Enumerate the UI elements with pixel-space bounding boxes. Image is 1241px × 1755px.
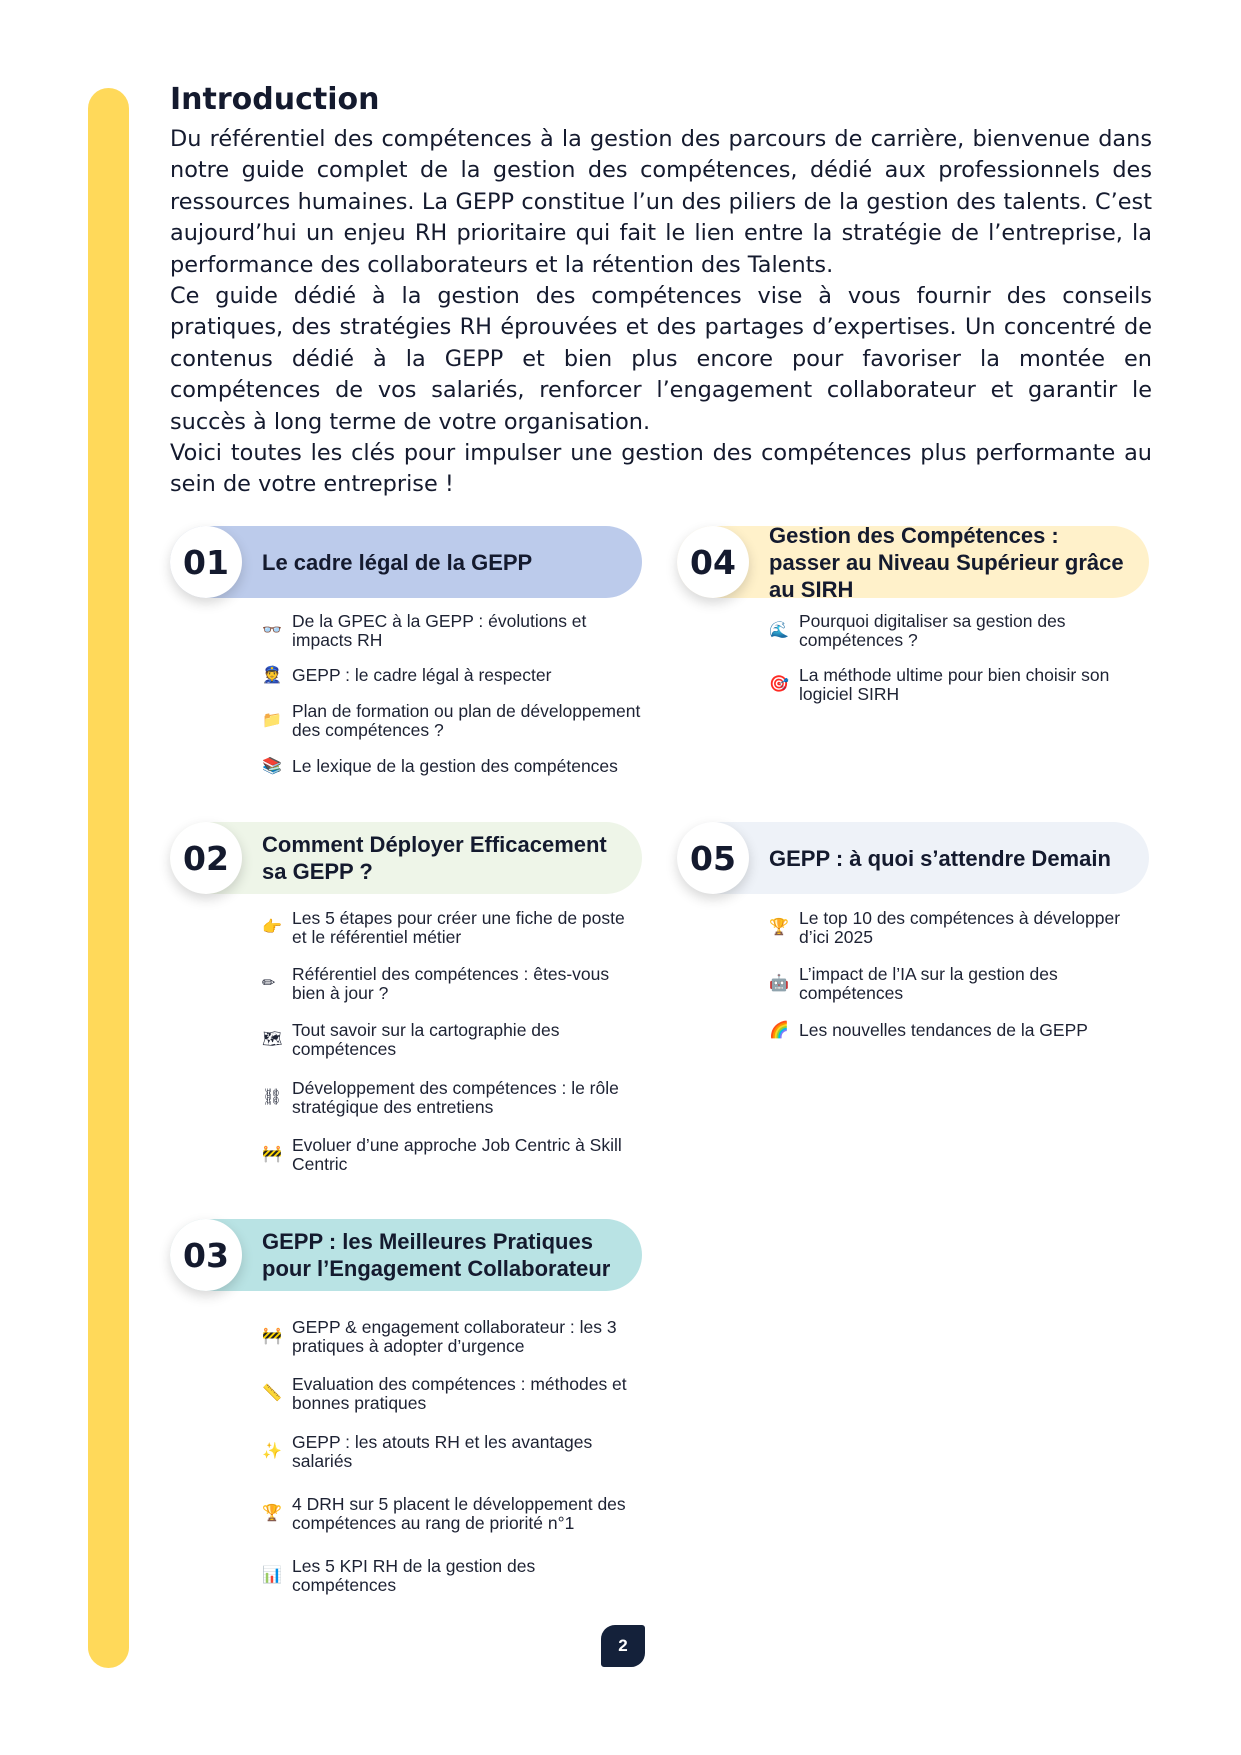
list-item-label: GEPP : le cadre légal à respecter — [292, 664, 552, 685]
list-item[interactable] — [262, 909, 642, 947]
list-item-label: Référentiel des compétences : êtes-vous bien à jour ? — [292, 963, 610, 1003]
list-item-label: Le top 10 des compétences à développer d’ici 2025 — [799, 907, 1121, 947]
list-item-label: GEPP & engagement collaborateur : les 3 pratiques à adopter d’urgence — [292, 1316, 617, 1356]
list-item[interactable] — [262, 1375, 642, 1413]
list-item-label: De la GPEC à la GEPP : évolutions et impacts RH — [292, 610, 587, 650]
trophy-icon: 🏆 — [262, 1505, 282, 1522]
section-header — [170, 526, 642, 598]
target-icon: 🎯 — [769, 676, 789, 693]
pen-icon: ✏ — [262, 975, 276, 992]
section-title: Le cadre légal de la GEPP — [262, 549, 533, 575]
wave-icon: 🌊 — [769, 622, 789, 639]
intro-paragraph: Du référentiel des compétences à la gestion des parcours de carrière, bienvenue dans notre guide complet de la gestion des compétences, dédié aux professionnels des ressources humaines. La GEPP constitue l’un des piliers de la gestion des talents. C’est aujourd’hui un enjeu RH prioritaire qui fait le lien entre la stratégie de l’entreprise, la performance des collaborateurs et la rétention des Talents. — [170, 126, 1152, 278]
section-items — [769, 612, 1149, 704]
list-item-label: L’impact de l’IA sur la gestion des compétences — [799, 963, 1058, 1003]
intro-paragraph: Ce guide dédié à la gestion des compétences vise à vous fournir des conseils pratiques, des stratégies RH éprouvées et des partages d’expertises. Un concentré de contenus dédié à la GEPP et bien plus encore pour favoriser la montée en compétences de vos salariés, renforcer l’engagement collaborateur et garantir le succès à long terme de votre organisation. — [170, 283, 1152, 435]
chain-icon: ⛓ — [262, 1089, 283, 1106]
section-header — [677, 822, 1149, 894]
ruler-icon: 📏 — [262, 1385, 282, 1402]
list-item-label: Evaluation des compétences : méthodes et bonnes pratiques — [292, 1373, 627, 1413]
list-item[interactable] — [262, 1079, 642, 1117]
list-item[interactable] — [262, 702, 642, 740]
section-05 — [677, 822, 1149, 1040]
list-item-label: Les 5 KPI RH de la gestion des compétences — [292, 1555, 536, 1595]
section-items — [262, 909, 642, 1174]
section-number: 01 — [170, 526, 242, 598]
rainbow-icon: 🌈 — [769, 1021, 789, 1039]
list-item-label: Plan de formation ou plan de développement des compétences ? — [292, 700, 641, 740]
section-items — [262, 1318, 642, 1595]
list-item[interactable] — [769, 965, 1149, 1003]
construction-icon: 🚧 — [262, 1328, 282, 1345]
glasses-icon: 👓 — [262, 622, 282, 639]
list-item[interactable] — [262, 965, 642, 1003]
police-officer-icon: 👮 — [262, 666, 282, 684]
construction-icon: 🚧 — [262, 1146, 282, 1163]
list-item-label: La méthode ultime pour bien choisir son logiciel SIRH — [799, 664, 1110, 704]
list-item-label: Les nouvelles tendances de la GEPP — [799, 1019, 1088, 1040]
list-item-label: Développement des compétences : le rôle stratégique des entretiens — [292, 1077, 619, 1117]
section-header — [170, 1219, 642, 1291]
list-item-label: Pourquoi digitaliser sa gestion des compétences ? — [799, 610, 1066, 650]
page-number-badge: 2 — [601, 1625, 645, 1667]
list-item[interactable] — [262, 1318, 642, 1356]
section-number: 04 — [677, 526, 749, 598]
section-02 — [170, 822, 642, 1174]
section-number: 05 — [677, 822, 749, 894]
books-icon: 📚 — [262, 757, 282, 775]
list-item[interactable] — [262, 1557, 642, 1595]
list-item[interactable] — [262, 757, 642, 776]
list-item[interactable] — [769, 666, 1149, 704]
list-item[interactable] — [769, 1021, 1149, 1040]
list-item[interactable] — [262, 666, 642, 685]
section-title: Gestion des Compétences : passer au Niveau Supérieur grâce au SIRH — [769, 522, 1124, 602]
section-number: 03 — [170, 1219, 242, 1291]
section-header — [677, 522, 1149, 602]
section-header — [170, 822, 642, 894]
section-title: GEPP : les Meilleures Pratiques pour l’Engagement Collaborateur — [262, 1229, 611, 1281]
list-item[interactable] — [262, 1021, 642, 1059]
section-title: Comment Déployer Efficacement sa GEPP ? — [262, 832, 607, 884]
section-03 — [170, 1219, 642, 1595]
map-icon: 🗺 — [262, 1031, 283, 1048]
list-item-label: Evoluer d’une approche Job Centric à Skill Centric — [292, 1134, 622, 1174]
list-item[interactable] — [769, 909, 1149, 947]
list-item-label: Tout savoir sur la cartographie des compétences — [292, 1019, 560, 1059]
list-item-label: Le lexique de la gestion des compétences — [292, 755, 618, 776]
list-item[interactable] — [262, 612, 642, 650]
sidebar-accent-bar — [88, 88, 129, 1668]
intro-paragraph: Voici toutes les clés pour impulser une gestion des compétences plus performante au sein de votre entreprise ! — [170, 440, 1152, 498]
bar-chart-icon: 📊 — [262, 1567, 282, 1584]
section-01 — [170, 526, 642, 776]
list-item-label: Les 5 étapes pour créer une fiche de poste et le référentiel métier — [292, 907, 625, 947]
list-item[interactable] — [769, 612, 1149, 650]
section-items — [262, 612, 642, 776]
intro-body — [170, 124, 1152, 501]
trophy-icon: 🏆 — [769, 919, 789, 936]
section-items — [769, 909, 1149, 1040]
robot-icon: 🤖 — [769, 975, 789, 992]
section-title: GEPP : à quoi s’attendre Demain — [769, 845, 1111, 871]
list-item[interactable] — [262, 1136, 642, 1174]
list-item-label: GEPP : les atouts RH et les avantages salariés — [292, 1431, 593, 1471]
list-item-label: 4 DRH sur 5 placent le développement des compétences au rang de priorité n°1 — [292, 1493, 626, 1533]
folder-icon: 📁 — [262, 712, 282, 729]
intro-title: Introduction — [170, 82, 380, 117]
list-item[interactable] — [262, 1433, 642, 1471]
sparkle-icon: ✨ — [262, 1443, 282, 1460]
section-number: 02 — [170, 822, 242, 894]
section-04 — [677, 522, 1149, 704]
pointing-hand-icon: 👉 — [262, 919, 282, 936]
list-item[interactable] — [262, 1495, 642, 1533]
